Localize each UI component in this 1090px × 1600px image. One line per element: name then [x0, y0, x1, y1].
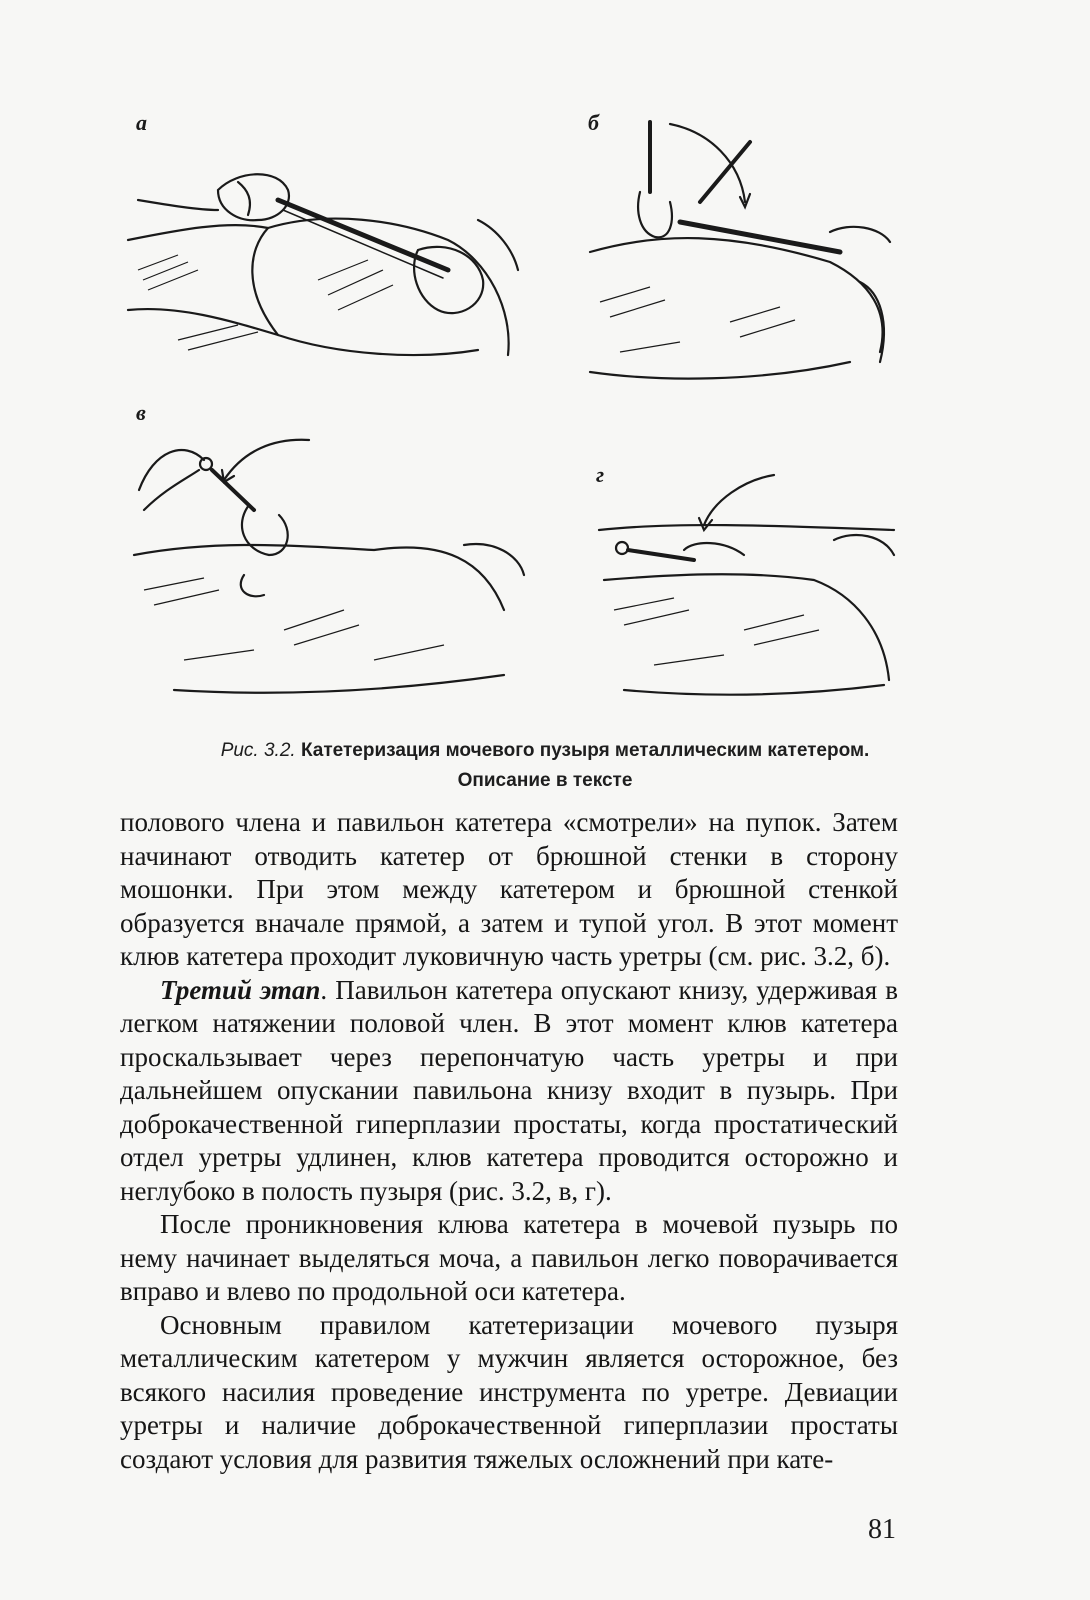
paragraph-2-text: . Павильон катетера опускают книзу, удерживая в легком натяжении половой член. В этот момент клюв катетера проскальзывает через перепончатую часть уретры и при дальнейшем опускании павильона книзу входит в пузырь. При доброкачественной гиперплазии простаты, когда простатический отдел уретры удлинен, клюв катетера проводится осторожно и неглубоко в полость пузыря (рис. 3.2, в, г).: [120, 974, 898, 1206]
illustration-panel-g: [594, 470, 898, 700]
figure-caption-label: Рис. 3.2.: [220, 740, 296, 761]
paragraph-3: После проникновения клюва катетера в мочевой пузырь по нему начинает выделяться моча, а павильон легко поворачивается вправо и влево по продольной оси катетера.: [120, 1209, 898, 1306]
figure-caption-text: Катетеризация мочевого пузыря металлическим катетером.: [300, 740, 870, 761]
panel-label-v: в: [136, 400, 146, 425]
panel-label-g: г: [596, 462, 605, 487]
body-text: [120, 806, 898, 1476]
paragraph-1: полового члена и павильон катетера «смотрели» на пупок. Затем начинают отводить катетер от брюшной стенки в сторону мошонки. При этом между катетером и брюшной стенкой образуется вначале прямой, а затем и тупой угол. В этот момент клюв катетера проходит луковичную часть уретры (см. рис. 3.2, б).: [120, 807, 898, 971]
paragraph-2: [120, 974, 898, 1209]
paragraph-4: Основным правилом катетеризации мочевого пузыря металлическим катетером у мужчин является осторожное, без всякого насилия проведение инструмента по уретре. Девиации уретры и наличие доброкачественной гиперплазии простаты создают условия для развития тяжелых осложнений при кате-: [120, 1309, 898, 1474]
illustration-panel-b: [580, 112, 898, 392]
panel-label-a: а: [136, 110, 147, 135]
page-number: 81: [868, 1514, 896, 1545]
illustration-panel-v: [124, 430, 534, 700]
figure-caption-line-1: [120, 736, 970, 766]
figure-caption: [120, 736, 970, 796]
panel-label-b: б: [588, 110, 599, 135]
illustration-panel-a: [118, 160, 532, 370]
figure-caption-line-2: Описание в тексте: [457, 770, 633, 791]
stage-term: Третий этап: [160, 974, 321, 1005]
